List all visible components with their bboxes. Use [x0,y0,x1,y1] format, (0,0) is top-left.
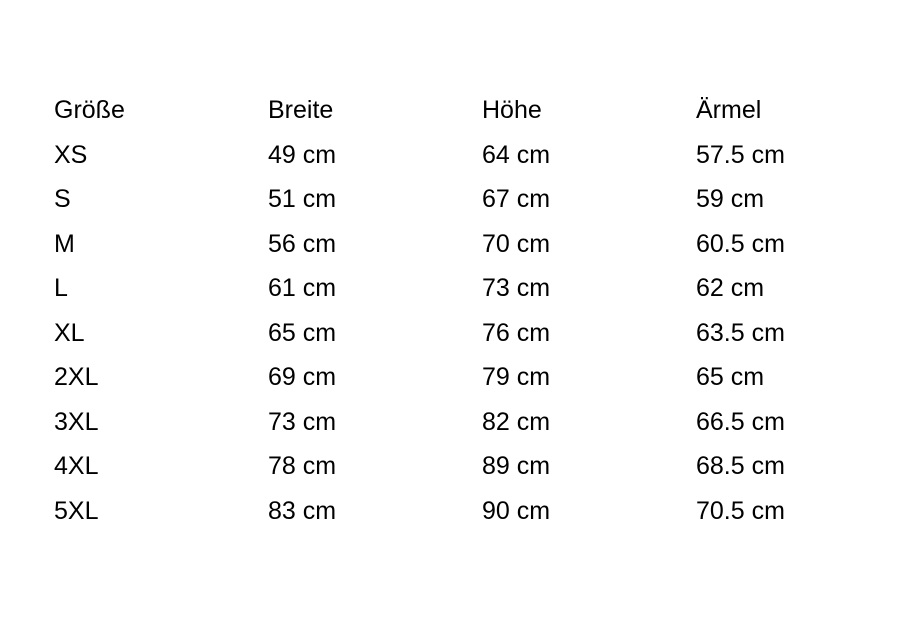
table-row [54,133,854,178]
cell-sleeve: 68.5 cm [696,452,785,480]
size-chart-table [54,88,854,533]
cell-width: 65 cm [268,318,337,347]
column-header-width: Breite [268,96,334,124]
cell-width: 73 cm [268,407,337,436]
table-row [54,444,854,489]
table-row [54,355,854,400]
cell-sleeve: 65 cm [696,363,765,391]
cell-height: 82 cm [482,407,551,436]
cell-height: 76 cm [482,318,551,347]
column-header-size: Größe [54,96,125,124]
table-row [54,177,854,222]
cell-size: XS [54,140,88,169]
cell-sleeve: 66.5 cm [696,407,785,436]
cell-height: 90 cm [482,496,551,525]
cell-width: 49 cm [268,140,337,169]
cell-sleeve: 63.5 cm [696,318,785,347]
cell-height: 89 cm [482,452,551,480]
cell-sleeve: 59 cm [696,185,765,213]
table-body [54,133,854,534]
column-header-height: Höhe [482,96,542,124]
cell-size: XL [54,318,85,347]
table-header [54,88,854,133]
table-row [54,400,854,445]
cell-sleeve: 60.5 cm [696,229,785,258]
cell-sleeve: 62 cm [696,274,765,302]
cell-width: 83 cm [268,496,337,525]
cell-size: 4XL [54,452,99,480]
cell-size: 3XL [54,407,99,436]
cell-size: L [54,274,68,302]
table-row [54,489,854,534]
cell-size: 5XL [54,496,99,525]
cell-height: 64 cm [482,140,551,169]
cell-height: 67 cm [482,185,551,213]
cell-width: 51 cm [268,185,337,213]
cell-width: 56 cm [268,229,337,258]
cell-size: 2XL [54,363,99,391]
cell-width: 61 cm [268,274,337,302]
table-row [54,266,854,311]
cell-height: 79 cm [482,363,551,391]
cell-height: 70 cm [482,229,551,258]
cell-width: 69 cm [268,363,337,391]
cell-sleeve: 70.5 cm [696,496,785,525]
cell-width: 78 cm [268,452,337,480]
cell-size: M [54,229,75,258]
table-header-row [54,88,854,133]
table-row [54,311,854,356]
table-row [54,222,854,267]
column-header-sleeve: Ärmel [696,96,762,124]
cell-height: 73 cm [482,274,551,302]
cell-size: S [54,185,71,213]
cell-sleeve: 57.5 cm [696,140,785,169]
